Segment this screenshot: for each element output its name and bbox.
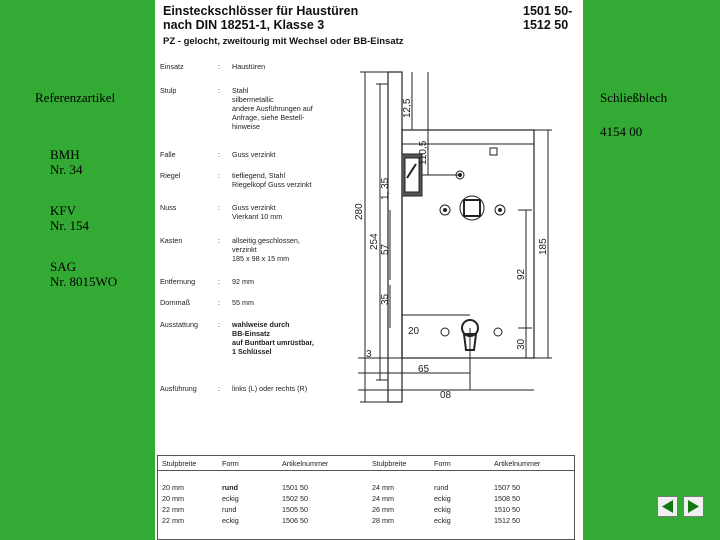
table-cell: eckig: [222, 494, 239, 503]
article-range: [523, 4, 572, 32]
dim-08: 08: [440, 390, 452, 401]
table-cell: eckig: [434, 505, 451, 514]
dim-57: 57: [380, 243, 391, 255]
spec-sep: :: [218, 62, 220, 71]
table-row: [158, 516, 574, 525]
manufacturer-number: Nr. 154: [50, 218, 89, 233]
spec-value: silbermetallic: [232, 95, 274, 104]
manufacturer-name: SAG: [50, 259, 77, 274]
dim-280: 280: [354, 203, 365, 220]
table-header: Form: [434, 459, 451, 468]
datasheet: [155, 0, 583, 540]
spec-value: 1 Schlüssel: [232, 347, 272, 356]
manufacturer-bmh: [50, 147, 83, 177]
spec-value: auf Buntbart umrüstbar,: [232, 338, 314, 347]
spec-value: 185 x 98 x 15 mm: [232, 254, 290, 263]
spec-value: hinweise: [232, 122, 260, 131]
spec-sep: :: [218, 150, 220, 159]
datasheet-title: [163, 4, 358, 32]
table-cell: rund: [222, 505, 237, 514]
table-cell: 1512 50: [494, 516, 520, 525]
dim-110-5: 110,5: [418, 140, 429, 165]
spec-sep: :: [218, 86, 220, 95]
spec-value: tiefliegend, Stahl: [232, 171, 286, 180]
spec-key: Kasten: [160, 236, 183, 245]
next-arrow-icon: [684, 497, 703, 516]
spec-key: Nuss: [160, 203, 177, 212]
spec-value: andere Ausführungen auf: [232, 104, 313, 113]
table-cell: rund: [222, 483, 238, 492]
spec-value: verzinkt: [232, 245, 257, 254]
spec-value: Stahl: [232, 86, 249, 95]
spec-sep: :: [218, 236, 220, 245]
table-cell: 22 mm: [162, 516, 184, 525]
manufacturer-number: Nr. 34: [50, 162, 83, 177]
dim-30: 30: [516, 338, 527, 350]
spec-value: BB-Einsatz: [232, 329, 270, 338]
table-header: Form: [222, 459, 239, 468]
table-cell: eckig: [222, 516, 239, 525]
table-cell: 1501 50: [282, 483, 308, 492]
spec-sep: :: [218, 171, 220, 180]
dim-35: 35: [380, 293, 391, 305]
dim-20: 20: [408, 326, 420, 337]
spec-sep: :: [218, 320, 220, 329]
table-cell: 1502 50: [282, 494, 308, 503]
spec-key: Ausstattung: [160, 320, 198, 329]
dim-3: 3: [366, 349, 372, 360]
manufacturer-sag: [50, 259, 117, 289]
article-range-line: 1501 50-: [523, 4, 573, 18]
table-cell: 1510 50: [494, 505, 520, 514]
dim-1-35: 1, 35: [380, 177, 391, 200]
title-line: nach DIN 18251-1, Klasse 3: [163, 18, 325, 32]
next-button[interactable]: [683, 496, 704, 517]
spec-sep: :: [218, 203, 220, 212]
table-cell: 24 mm: [372, 483, 394, 492]
table-cell: eckig: [434, 494, 451, 503]
spec-value: Haustüren: [232, 62, 266, 71]
table-row: [158, 505, 574, 514]
table-cell: 1506 50: [282, 516, 308, 525]
table-cell: 24 mm: [372, 494, 394, 503]
table-cell: eckig: [434, 516, 451, 525]
spec-key: Ausführung: [160, 384, 197, 393]
strike-plate-number: 4154 00: [600, 124, 643, 139]
manufacturer-name: BMH: [50, 147, 80, 162]
article-range-line: 1512 50: [523, 18, 569, 32]
table-row: [158, 483, 574, 492]
table-cell: 1505 50: [282, 505, 308, 514]
spec-sep: :: [218, 384, 220, 393]
manufacturer-name: KFV: [50, 203, 77, 218]
spec-key: Entfernung: [160, 277, 196, 286]
table-cell: 28 mm: [372, 516, 394, 525]
article-table: [157, 455, 575, 540]
spec-value: Anfrage, siehe Bestell-: [232, 113, 305, 122]
spec-sep: :: [218, 298, 220, 307]
table-cell: 1508 50: [494, 494, 520, 503]
manufacturer-number: Nr. 8015WO: [50, 274, 118, 289]
datasheet-subtitle: PZ - gelocht, zweitourig mit Wechsel oder BB-Einsatz: [163, 36, 404, 47]
spec-key: Stulp: [160, 86, 177, 95]
back-arrow-icon: [658, 497, 677, 516]
title-line: Einsteckschlösser für Haustüren: [163, 4, 359, 18]
spec-key: Einsatz: [160, 62, 184, 71]
back-button[interactable]: [657, 496, 678, 517]
table-header: Stulpbreite: [162, 459, 197, 468]
dim-185: 185: [538, 238, 549, 255]
spec-value: wahlweise durch: [232, 320, 290, 329]
dim-12-5: 12,5: [402, 98, 413, 118]
spec-value: Riegelkopf Guss verzinkt: [232, 180, 312, 189]
dim-92: 92: [516, 268, 527, 280]
table-cell: 22 mm: [162, 505, 184, 514]
spec-sep: :: [218, 277, 220, 286]
table-cell: 1507 50: [494, 483, 520, 492]
spec-value: Guss verzinkt: [232, 203, 276, 212]
spec-value: links (L) oder rechts (R): [232, 384, 308, 393]
table-cell: 20 mm: [162, 483, 184, 492]
strike-plate-label: Schließblech: [600, 90, 668, 105]
spec-value: 92 mm: [232, 277, 254, 286]
spec-value: Vierkant 10 mm: [232, 212, 283, 221]
table-cell: 20 mm: [162, 494, 184, 503]
spec-key: Riegel: [160, 171, 181, 180]
spec-value: allseitig geschlossen,: [232, 236, 300, 245]
manufacturer-kfv: [50, 203, 89, 233]
dim-65: 65: [418, 364, 430, 375]
table-row: [158, 494, 574, 503]
table-cell: rund: [434, 483, 449, 492]
table-header: Artikelnummer: [494, 459, 541, 468]
table-header-row: [158, 459, 574, 471]
lock-technical-drawing: [350, 60, 575, 420]
reference-heading: Referenzartikel: [35, 90, 116, 105]
dim-254: 254: [369, 233, 380, 250]
spec-value: Guss verzinkt: [232, 150, 276, 159]
spec-key: Dornmaß: [160, 298, 190, 307]
table-header: Stulpbreite: [372, 459, 407, 468]
spec-key: Falle: [160, 150, 176, 159]
table-header: Artikelnummer: [282, 459, 329, 468]
spec-value: 55 mm: [232, 298, 254, 307]
table-cell: 26 mm: [372, 505, 394, 514]
